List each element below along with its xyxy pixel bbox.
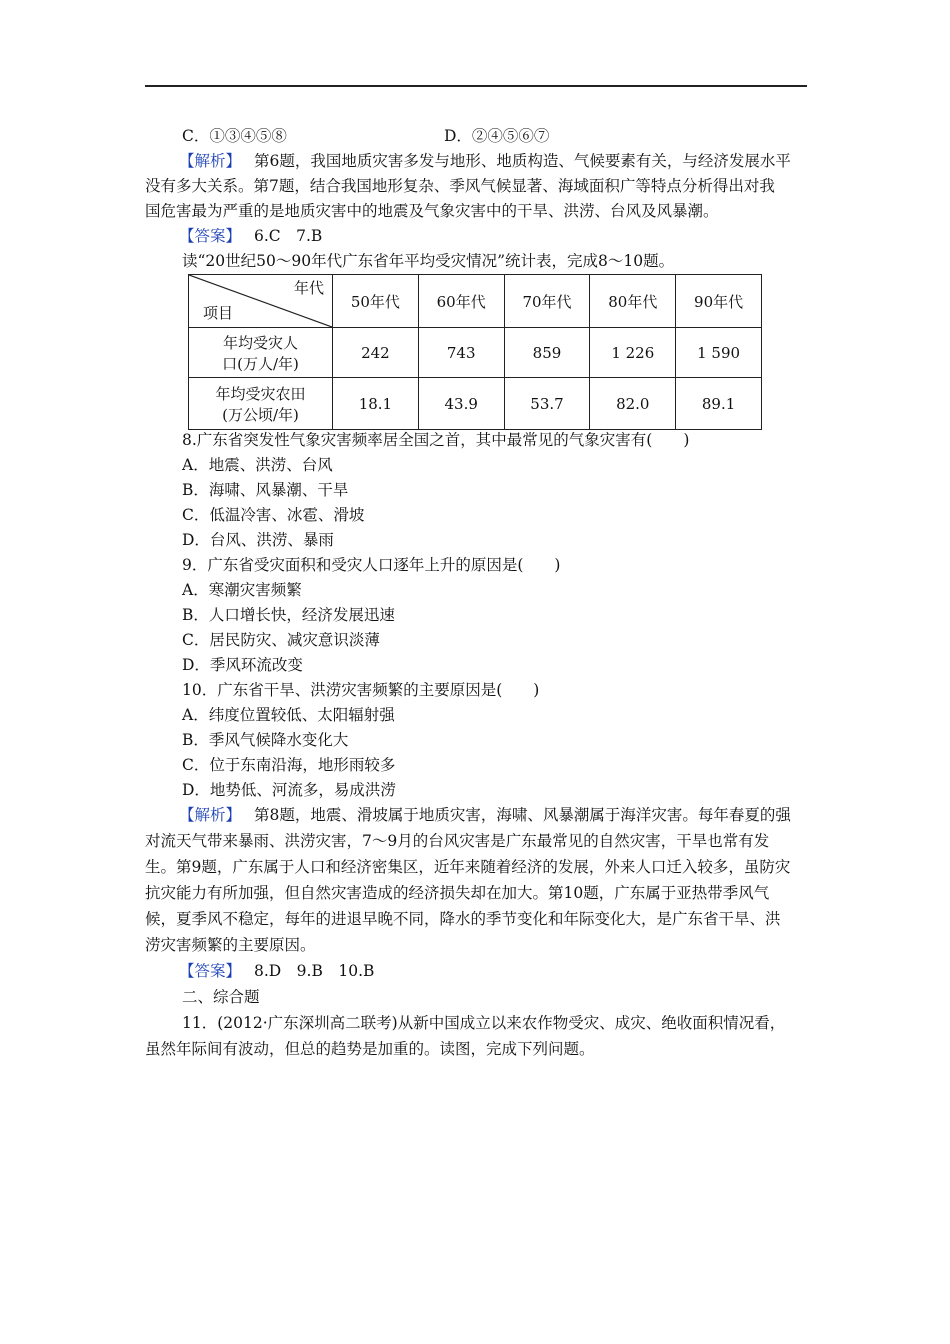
- row-label: 年均受灾农田 (万公顷/年): [189, 378, 333, 430]
- table-header-row: [189, 275, 762, 328]
- table-column-header: 50年代: [333, 275, 419, 328]
- table-row: [189, 378, 762, 430]
- table-cell: 242: [333, 328, 419, 378]
- question-8-option-d: D．台风、洪涝、暴雨: [182, 531, 334, 549]
- analysis-2-line-4: 抗灾能力有所加强，但自然灾害造成的经济损失却在加大。第10题，广东属于亚热带季风气: [145, 884, 770, 902]
- table-cell: 53.7: [504, 378, 590, 430]
- question-9-option-a: A．寒潮灾害频繁: [182, 581, 302, 599]
- analysis-2-line-2: 对流天气带来暴雨、洪涝灾害，7～9月的台风灾害是广东最常见的自然灾害，干旱也常有发: [145, 832, 770, 850]
- analysis-2-line-1: 【解析】 第8题，地震、滑坡属于地质灾害，海啸、风暴潮属于海洋灾害。每年春夏的强: [179, 806, 791, 824]
- question-9-option-d: D．季风环流改变: [182, 656, 303, 674]
- table-column-header: 80年代: [590, 275, 676, 328]
- option-d-q7: D．②④⑤⑥⑦: [444, 127, 550, 145]
- corner-top-label: 年代: [293, 279, 324, 297]
- section-heading: 二、综合题: [182, 988, 260, 1006]
- analysis-1-line-1: 【解析】 第6题，我国地质灾害多发与地形、地质构造、气候要素有关，与经济发展水平: [179, 152, 791, 170]
- answer-1: 【答案】 6.C 7.B: [179, 227, 323, 245]
- question-10-stem: 10．广东省干旱、洪涝灾害频繁的主要原因是( ): [182, 681, 540, 699]
- question-10-option-b: B．季风气候降水变化大: [182, 731, 349, 749]
- table-corner-cell: [189, 275, 333, 328]
- header-rule: [145, 85, 807, 87]
- table-cell: 1 590: [676, 328, 762, 378]
- table-cell: 743: [418, 328, 504, 378]
- question-10-option-c: C．位于东南沿海，地形雨较多: [182, 756, 396, 774]
- option-c-q7: C．①③④⑤⑧: [182, 127, 287, 145]
- answer-tag: 【答案】: [179, 227, 242, 245]
- table-column-header: 90年代: [676, 275, 762, 328]
- analysis-tag: 【解析】: [179, 806, 242, 824]
- answer-tag: 【答案】: [179, 962, 242, 980]
- table-cell: 82.0: [590, 378, 676, 430]
- table-cell: 89.1: [676, 378, 762, 430]
- question-10-option-a: A．纬度位置较低、太阳辐射强: [182, 706, 395, 724]
- question-8-stem: 8.广东省突发性气象灾害频率居全国之首，其中最常见的气象灾害有( ): [182, 431, 690, 449]
- analysis-2-line-3: 生。第9题，广东属于人口和经济密集区，近年来随着经济的发展，外来人口迁入较多，虽防灾: [145, 858, 791, 876]
- corner-bottom-label: 项目: [203, 304, 234, 322]
- analysis-2-line-5: 候，夏季风不稳定，每年的进退早晚不同，降水的季节变化和年际变化大，是广东省干旱、洪: [145, 910, 781, 928]
- table-cell: 1 226: [590, 328, 676, 378]
- table-row: [189, 328, 762, 378]
- table-column-header: 60年代: [418, 275, 504, 328]
- analysis-2-line-6: 涝灾害频繁的主要原因。: [145, 936, 316, 954]
- question-8-option-a: A．地震、洪涝、台风: [182, 456, 333, 474]
- question-9-stem: 9．广东省受灾面积和受灾人口逐年上升的原因是( ): [182, 556, 561, 574]
- question-8-option-b: B．海啸、风暴潮、干旱: [182, 481, 349, 499]
- row-label: 年均受灾人 口(万人/年): [189, 328, 333, 378]
- analysis-1-line-2: 没有多大关系。第7题，结合我国地形复杂、季风气候显著、海域面积广等特点分析得出对我: [145, 177, 775, 195]
- question-9-option-b: B．人口增长快，经济发展迅速: [182, 606, 395, 624]
- table-cell: 859: [504, 328, 590, 378]
- analysis-1-line-3: 国危害最为严重的是地质灾害中的地震及气象灾害中的干旱、洪涝、台风及风暴潮。: [145, 202, 719, 220]
- disaster-statistics-table: [188, 274, 762, 430]
- analysis-tag: 【解析】: [179, 152, 242, 170]
- question-11-line-2: 虽然年际间有波动，但总的趋势是加重的。读图，完成下列问题。: [145, 1040, 595, 1058]
- question-8-option-c: C．低温冷害、冰雹、滑坡: [182, 506, 365, 524]
- answer-2: 【答案】 8.D 9.B 10.B: [179, 962, 375, 980]
- table-cell: 18.1: [333, 378, 419, 430]
- question-9-option-c: C．居民防灾、减灾意识淡薄: [182, 631, 380, 649]
- table-cell: 43.9: [418, 378, 504, 430]
- table-column-header: 70年代: [504, 275, 590, 328]
- question-11-line-1: 11．(2012·广东深圳高二联考)从新中国成立以来农作物受灾、成灾、绝收面积情况看，: [182, 1014, 786, 1032]
- table-intro: 读“20世纪50～90年代广东省年平均受灾情况”统计表，完成8～10题。: [182, 252, 675, 270]
- question-10-option-d: D．地势低、河流多，易成洪涝: [182, 781, 396, 799]
